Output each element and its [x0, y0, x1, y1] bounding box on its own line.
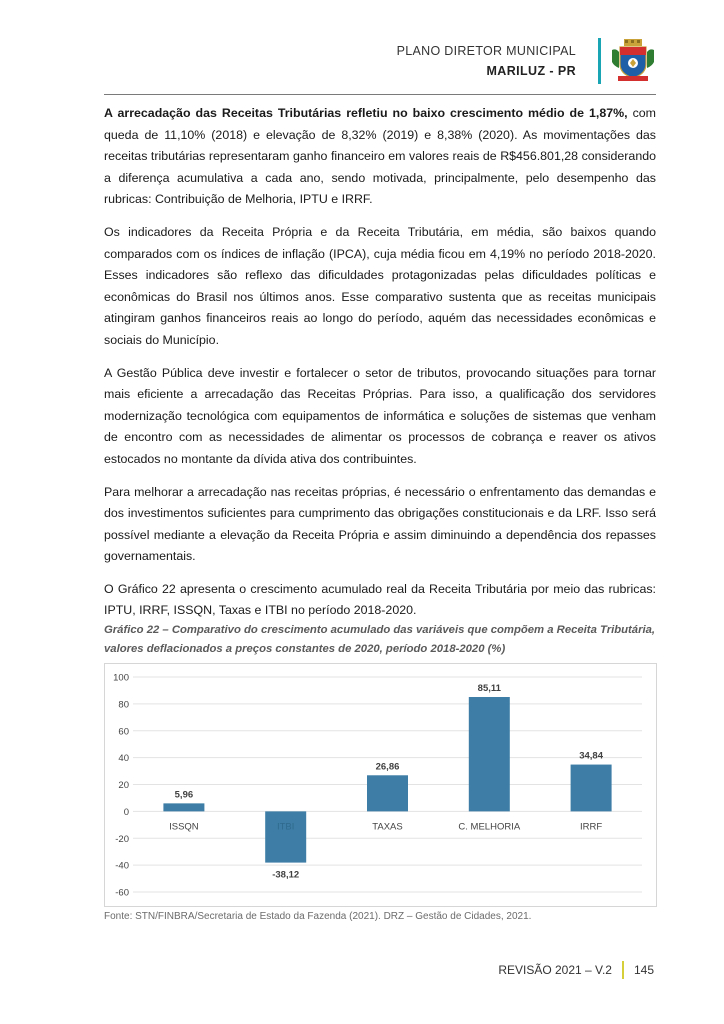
page-footer — [498, 961, 654, 979]
paragraph-1-bold: A arrecadação das Receitas Tributárias refletiu no baixo crescimento médio de 1,87%, — [104, 106, 628, 120]
footer-revision: REVISÃO 2021 – V.2 — [498, 963, 612, 977]
bar — [469, 697, 510, 811]
y-tick-label: 40 — [118, 753, 129, 765]
data-label: 85,11 — [477, 683, 501, 695]
body-text — [104, 103, 656, 633]
category-label: C. MELHORIA — [458, 821, 521, 833]
bar — [571, 765, 612, 812]
header-accent-bar — [598, 38, 601, 84]
y-tick-label: 80 — [118, 699, 129, 711]
bar — [163, 803, 204, 811]
data-label: 26,86 — [375, 761, 400, 773]
chart-source: Fonte: STN/FINBRA/Secretaria de Estado da Fazenda (2021). DRZ – Gestão de Cidades, 2021. — [104, 911, 532, 922]
y-tick-label: 60 — [118, 726, 129, 738]
y-tick-label: 0 — [123, 806, 129, 818]
paragraph-3: A Gestão Pública deve investir e fortalecer o setor de tributos, provocando situações para tornar mais eficiente a arrecadação das Receitas Próprias. Para isso, a qualificação dos servidores modernização tecnológica com equipamentos de informática e soluções de sistemas que venham de encontro com as necessidades de alimentar os processos de cobrança e reaver os ativos estocados no montante da dívida ativa dos contribuintes. — [104, 365, 656, 466]
paragraph-1-rest: com queda de 11,10% (2018) e elevação de 8,32% (2019) e 8,38% (2020). As movimentações das receitas tributárias representaram ganho financeiro em valores reais de R$456.801,28 considerando a diferença acumulativa a cada ano, sendo motivada, principalmente, pelo desempenho das rubricas: Contribuição de Melhoria, IPTU e IRRF. — [104, 106, 656, 207]
category-label: TAXAS — [372, 821, 403, 833]
paragraph-1 — [104, 103, 656, 211]
paragraph-4: Para melhorar a arrecadação nas receitas próprias, é necessário o enfrentamento das demandas e dos investimentos suficientes para cumprimento das obrigações constitucionais e da LRF. Isso será possível mediante a elevação da Receita Própria e assim diminuindo a dependência dos repasses governamentais. — [104, 484, 656, 564]
footer-separator — [622, 961, 624, 979]
paragraph-2: Os indicadores da Receita Própria e da Receita Tributária, em média, são baixos quando comparados com os índices de inflação (IPCA), cuja média ficou em 4,19% no período 2018-2020. Esses indicadores são reflexo das dificuldades protagonizadas pelas dificuldades políticas e econômicas do Brasil nos últimos anos. Esse comparativo sustenta que as receitas municipais atingiram ganhos financeiros reais ao longo do período, aquém das necessidades econômicas e sociais do Município. — [104, 224, 656, 347]
y-tick-label: -20 — [115, 833, 129, 845]
header-rule — [104, 94, 656, 95]
chart-container — [104, 663, 657, 907]
municipal-crest-icon — [610, 38, 656, 84]
bar-chart — [105, 664, 656, 906]
bar — [367, 775, 408, 811]
data-label: -38,12 — [272, 869, 300, 881]
y-tick-label: 100 — [113, 672, 129, 684]
paragraph-5: O Gráfico 22 apresenta o crescimento acumulado real da Receita Tributária por meio das rubricas: IPTU, IRRF, ISSQN, Taxas e ITBI no período 2018-2020. — [104, 581, 656, 618]
category-label: IRRF — [580, 821, 603, 833]
data-label: 5,96 — [174, 789, 194, 801]
data-label: 34,84 — [579, 750, 603, 762]
y-tick-label: 20 — [118, 780, 129, 791]
category-label: ITBI — [276, 821, 295, 833]
header-city: MARILUZ - PR — [486, 64, 576, 78]
y-tick-label: -60 — [115, 887, 129, 899]
chart-caption: Gráfico 22 – Comparativo do crescimento acumulado das variáveis que compõem a Receita Tributária, valores deflacionados a preços constantes de 2020, período 2018-2020 (%) — [104, 624, 656, 655]
category-label: ISSQN — [169, 821, 199, 833]
page-number: 145 — [633, 963, 654, 977]
bar — [265, 811, 306, 862]
header-text — [397, 44, 576, 78]
y-tick-label: -40 — [115, 860, 129, 872]
header-plan-title: PLANO DIRETOR MUNICIPAL — [396, 44, 576, 58]
